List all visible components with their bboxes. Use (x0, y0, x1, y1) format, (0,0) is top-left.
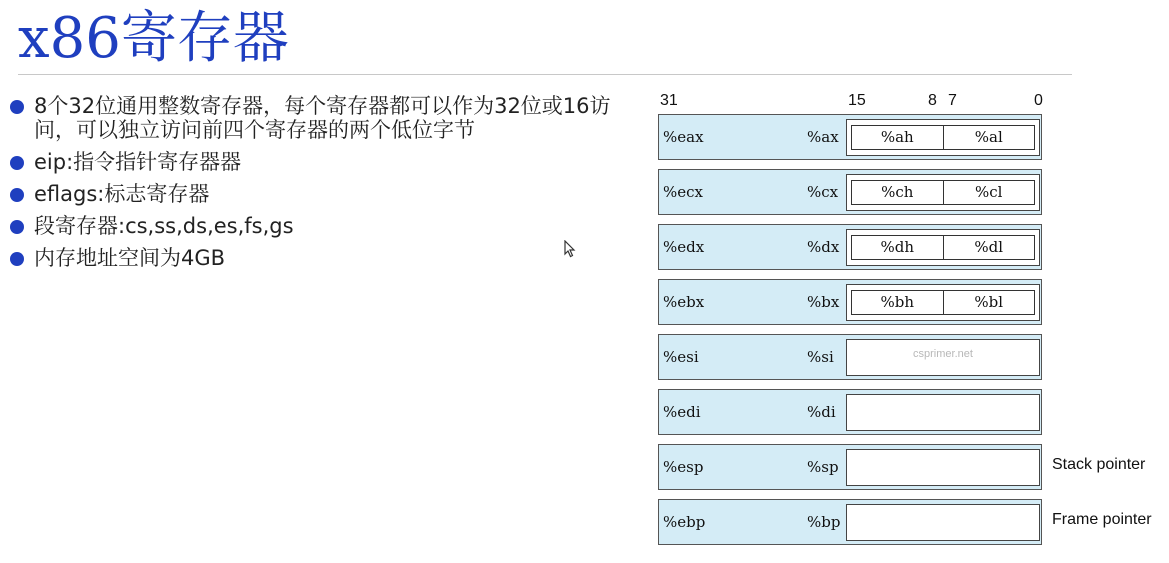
reg16-box (846, 394, 1040, 431)
bit-label-7: 7 (948, 92, 957, 109)
bullet-text: 8个32位通用整数寄存器，每个寄存器都可以作为32位或16访问，可以独立访问前四个寄存器的两个低位字节 (34, 94, 611, 142)
register-row-ebp (658, 499, 1042, 545)
low-byte-label: %bl (943, 291, 1035, 314)
bullet-dot-icon (10, 156, 24, 170)
low-byte-label: %al (943, 126, 1035, 149)
bullet-dot-icon (10, 100, 24, 114)
reg32-label: %esp (663, 458, 704, 476)
bit-label-8: 8 (928, 92, 937, 109)
reg16-box (846, 504, 1040, 541)
bullet-item (8, 246, 628, 270)
reg16-label: %bx (807, 293, 840, 311)
reg16-box (846, 174, 1040, 211)
title-divider (18, 74, 1072, 75)
reg32-label: %edi (663, 403, 701, 421)
watermark-text: csprimer.net (913, 348, 973, 360)
stack-pointer-label: Stack pointer (1052, 456, 1146, 473)
low-byte-label: %dl (943, 236, 1035, 259)
bullet-list (8, 94, 628, 278)
register-row-eax (658, 114, 1042, 160)
low-byte-label: %cl (943, 181, 1035, 204)
reg16-label: %ax (807, 128, 839, 146)
bullet-dot-icon (10, 220, 24, 234)
bullet-dot-icon (10, 252, 24, 266)
reg16-box (846, 284, 1040, 321)
reg16-box (846, 229, 1040, 266)
bullet-item (8, 214, 628, 238)
reg32-label: %eax (663, 128, 704, 146)
register-row-ebx (658, 279, 1042, 325)
bullet-item (8, 182, 628, 206)
bullet-text: 内存地址空间为4GB (34, 246, 226, 270)
reg32-label: %ebp (663, 513, 706, 531)
reg16-label: %bp (807, 513, 841, 531)
bullet-dot-icon (10, 188, 24, 202)
register-row-edi (658, 389, 1042, 435)
register-row-ecx (658, 169, 1042, 215)
byte-split (851, 290, 1035, 315)
bullet-text: 段寄存器:cs,ss,ds,es,fs,gs (34, 214, 294, 238)
reg16-box (846, 449, 1040, 486)
high-byte-label: %ah (880, 128, 914, 146)
reg32-label: %edx (663, 238, 705, 256)
reg32-label: %esi (663, 348, 699, 366)
reg16-box (846, 119, 1040, 156)
bit-label-0: 0 (1034, 92, 1043, 109)
byte-split (851, 180, 1035, 205)
reg16-label: %si (807, 348, 834, 366)
high-byte-label: %dh (880, 238, 914, 256)
byte-split (851, 235, 1035, 260)
byte-split (851, 125, 1035, 150)
mouse-cursor-icon (564, 240, 576, 258)
high-byte-label: %bh (880, 293, 914, 311)
bullet-text: eip:指令指针寄存器器 (34, 150, 242, 174)
frame-pointer-label: Frame pointer (1052, 511, 1152, 528)
bullet-item (8, 150, 628, 174)
reg16-label: %sp (807, 458, 839, 476)
bit-label-15: 15 (848, 92, 866, 109)
reg16-label: %dx (807, 238, 840, 256)
register-row-edx (658, 224, 1042, 270)
bullet-text: eflags:标志寄存器 (34, 182, 210, 206)
register-diagram (656, 90, 1166, 550)
bullet-item (8, 94, 628, 142)
reg16-box (846, 339, 1040, 376)
slide-title: x86寄存器 (18, 6, 289, 71)
bit-label-31: 31 (660, 92, 678, 109)
register-row-esp (658, 444, 1042, 490)
high-byte-label: %ch (881, 183, 914, 201)
reg16-label: %cx (807, 183, 839, 201)
register-row-esi (658, 334, 1042, 380)
reg32-label: %ebx (663, 293, 705, 311)
reg16-label: %di (807, 403, 836, 421)
reg32-label: %ecx (663, 183, 703, 201)
